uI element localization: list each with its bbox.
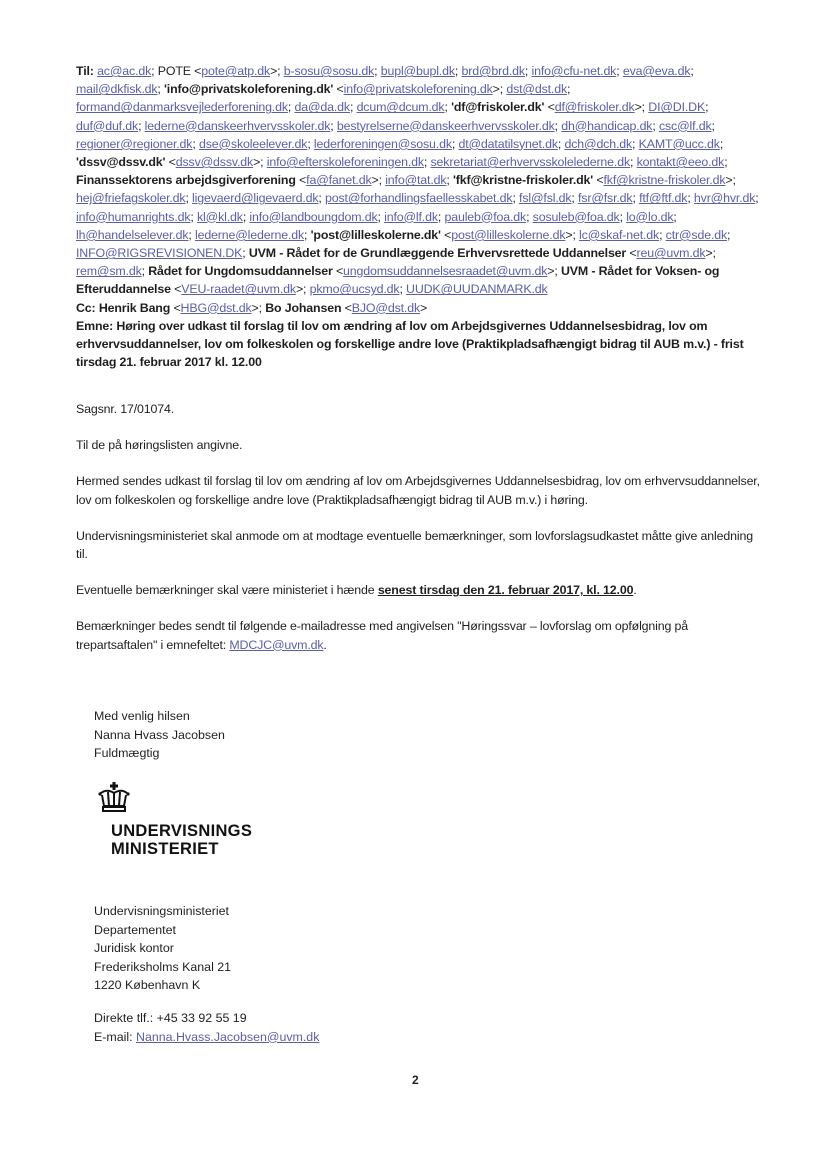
email-link[interactable]: lc@skaf-net.dk [579, 227, 660, 242]
separator-text: < [170, 282, 182, 297]
address-line: Undervisningsministeriet [94, 904, 229, 918]
email-link[interactable]: info@humanrights.dk [76, 209, 191, 224]
email-link[interactable]: fsl@fsl.dk [519, 191, 572, 206]
email-link[interactable]: info@privatskoleforening.dk [343, 82, 493, 97]
separator-text: ; [632, 191, 640, 206]
email-link[interactable]: duf@duf.dk [76, 118, 139, 133]
separator-text: < [544, 100, 555, 115]
email-header [76, 62, 766, 371]
separator-text: ; [630, 155, 637, 170]
email-link[interactable]: HBG@dst.dk [180, 300, 252, 315]
email-link[interactable]: df@friskoler.dk [554, 100, 635, 115]
email-link[interactable]: pkmo@ucsyd.dk [309, 282, 400, 297]
separator-text: ; [141, 264, 149, 279]
cc-line [76, 299, 766, 317]
email-link[interactable]: post@forhandlingsfaellesskabet.dk [325, 191, 513, 206]
recipient-name: 'dssv@dssv.dk' [76, 155, 166, 170]
greeting: Til de på høringslisten angivne. [76, 438, 243, 453]
email-link[interactable]: dssv@dssv.dk [175, 155, 254, 170]
email-link[interactable]: rem@sm.dk [76, 264, 142, 279]
separator-text: ; [307, 136, 314, 151]
separator-text: >; [492, 82, 507, 97]
email-link[interactable]: bupl@bupl.dk [380, 64, 455, 78]
address-line: 1220 København K [94, 978, 201, 993]
paragraph-3 [76, 581, 766, 599]
separator-text: ; [185, 191, 193, 206]
paragraph-4-end: . [323, 637, 327, 652]
email-link[interactable]: regioner@regioner.dk [76, 136, 193, 151]
separator-text: < [593, 173, 604, 188]
paragraph-2: Undervisningsministeriet skal anmode om at modtage eventuelle bemærkninger, som lovforslagsudkastet måtte give anledning til. [76, 528, 753, 562]
email-link[interactable]: INFO@RIGSREVISIONEN.DK [76, 246, 243, 261]
email-link[interactable]: info@efterskoleforeningen.dk [266, 155, 424, 170]
email-link[interactable]: pauleb@foa.dk [444, 209, 527, 224]
phone-line [94, 1009, 319, 1028]
separator-text: >; [371, 173, 386, 188]
separator-text: ; POTE < [151, 64, 202, 78]
separator-text: ; [423, 155, 431, 170]
separator-text: < [341, 300, 352, 315]
email-link[interactable]: sosuleb@foa.dk [532, 209, 620, 224]
signature-block [94, 707, 225, 763]
separator-text: ; [188, 227, 195, 242]
email-link[interactable]: info@tat.dk [385, 173, 447, 188]
separator-text: ; [157, 82, 164, 97]
separator-text: ; [192, 136, 199, 151]
recipient-name: 'df@friskoler.dk' [451, 100, 545, 115]
case-number: Sagsnr. 17/01074. [76, 402, 175, 416]
separator-text: ; [690, 64, 694, 78]
email-link[interactable]: reu@uvm.dk [636, 246, 706, 261]
email-link[interactable]: eva@eva.dk [622, 64, 691, 78]
separator-text: < [170, 300, 181, 315]
separator-text: >; [251, 300, 266, 315]
separator-text: ; [287, 100, 295, 115]
email-link[interactable]: dch@dch.dk [564, 136, 633, 151]
recipient-name: Finanssektorens arbejdsgiverforening [76, 173, 296, 188]
separator-text: ; [571, 191, 579, 206]
logo-line-2: MINISTERIET [111, 840, 219, 858]
email-link[interactable]: DI@DI.DK [648, 100, 706, 115]
recipient-name: UVM - Rådet for de Grundlæggende Erhvervsrettede Uddannelser [248, 246, 627, 261]
email-link[interactable]: lederne@lederne.dk [194, 227, 305, 242]
separator-text: ; [304, 227, 311, 242]
recipient-name: 'info@privatskoleforening.dk' [164, 82, 334, 97]
separator-text: ; [554, 118, 562, 133]
email-link[interactable]: lh@handelselever.dk [76, 227, 189, 242]
separator-text: ; [619, 209, 627, 224]
to-label: Til: [76, 64, 94, 78]
email-link[interactable]: kontakt@eeo.dk [636, 155, 725, 170]
separator-text: ; [446, 173, 453, 188]
separator-text: ; [557, 136, 565, 151]
closing: Med venlig hilsen [94, 709, 190, 723]
separator-text: ; [190, 209, 198, 224]
email-link[interactable]: fa@fanet.dk [306, 173, 372, 188]
separator-text: < [440, 227, 452, 242]
separator-text: >; [270, 64, 284, 78]
email-link[interactable]: brd@brd.dk [461, 64, 525, 78]
separator-text: ; [711, 118, 715, 133]
address-block [94, 902, 231, 995]
separator-text: ; [727, 227, 731, 242]
address-line: Departementet [94, 922, 176, 937]
paragraph-3-text: Eventuelle bemærkninger skal være ministeriet i hænde [76, 583, 378, 598]
email-link[interactable]: ctr@sde.dk [665, 227, 728, 242]
email-link[interactable]: dcum@dcum.dk [356, 100, 445, 115]
phone-label: Direkte tlf.: [94, 1011, 154, 1025]
separator-text: ; [437, 209, 445, 224]
separator-text: ; [526, 209, 533, 224]
letter-body [76, 400, 766, 654]
email-link[interactable]: ac@ac.dk [97, 64, 152, 78]
separator-text: ; [349, 100, 357, 115]
email-link[interactable]: lederne@danskeerhvervsskoler.dk [144, 118, 331, 133]
paragraph-4-text: Bemærkninger bedes sendt til følgende e-mailadresse med angivelsen "Høringssvar – lovforslag om opfølgning på trepartsaftalen" i emnefeltet: [76, 619, 689, 652]
email-link[interactable]: post@lilleskolerne.dk [451, 227, 566, 242]
response-email-link[interactable]: MDCJC@uvm.dk [229, 637, 324, 652]
separator-text: ; [632, 136, 639, 151]
separator-text: < [332, 264, 344, 279]
separator-text: >; [705, 246, 716, 261]
subject-line [76, 317, 766, 372]
recipient-name: Henrik Bang [98, 300, 171, 315]
email-link[interactable]: ftf@ftf.dk [639, 191, 688, 206]
email-link[interactable]: lederforeningen@sosu.dk [313, 136, 452, 151]
separator-text: ; [687, 191, 694, 206]
recipient-name: Rådet for Ungdomsuddannelser [148, 264, 333, 279]
email-link[interactable]: UUDK@UUDANMARK.dk [406, 282, 548, 297]
email-link[interactable]: VEU-raadet@uvm.dk [181, 282, 296, 297]
email-link[interactable]: hej@friefagskoler.dk [76, 191, 186, 206]
to-line [76, 62, 766, 299]
signer-title: Fuldmægtig [94, 746, 160, 761]
deadline-text: senest tirsdag den 21. februar 2017, kl. 12.00 [377, 583, 634, 598]
phone-number: +45 33 92 55 19 [156, 1011, 247, 1025]
email-link[interactable]: KAMT@ucc.dk [638, 136, 720, 151]
cc-label: Cc: [76, 300, 96, 315]
recipient-list [76, 64, 759, 296]
separator-text: ; [444, 100, 452, 115]
separator-text: ; [512, 191, 520, 206]
separator-text: ; [451, 136, 459, 151]
separator-text: >; [634, 100, 649, 115]
separator-text: ; [454, 64, 462, 78]
email-link[interactable]: dt@datatilsynet.dk [458, 136, 558, 151]
paragraph-3-end: . [633, 583, 637, 598]
email-line [94, 1028, 319, 1047]
separator-text: ; [616, 64, 623, 78]
separator-text: ; [374, 64, 381, 78]
separator-text: ; [399, 282, 407, 297]
separator-text: ; [673, 209, 677, 224]
separator-text: ; [724, 155, 728, 170]
separator-text: ; [524, 64, 532, 78]
email-link[interactable]: fsr@fsr.dk [578, 191, 633, 206]
recipient-name: 'post@lilleskolerne.dk' [310, 227, 441, 242]
email-link[interactable]: csc@lf.dk [658, 118, 712, 133]
recipient-name: 'fkf@kristne-friskoler.dk' [453, 173, 594, 188]
separator-text: ; [242, 246, 249, 261]
email-link[interactable]: formand@danmarksvejlederforening.dk [76, 100, 288, 115]
email-link[interactable]: info@cfu-net.dk [531, 64, 617, 78]
ministry-logo-text [111, 822, 252, 858]
email-link[interactable]: BJO@dst.dk [351, 300, 420, 315]
separator-text: >; [295, 282, 310, 297]
email-link[interactable]: da@da.dk [294, 100, 350, 115]
crown-icon [94, 780, 134, 820]
separator-text: ; [705, 100, 709, 115]
separator-text: > [420, 300, 428, 315]
separator-text: ; [659, 227, 666, 242]
email-link[interactable]: pote@atp.dk [201, 64, 271, 78]
email-link[interactable]: sekretariat@erhvervsskolelederne.dk [430, 155, 630, 170]
separator-text: ; [138, 118, 145, 133]
signer-name: Nanna Hvass Jacobsen [94, 727, 225, 742]
page-number: 2 [412, 1073, 419, 1087]
email-link[interactable]: bestyrelserne@danskeerhvervsskoler.dk [336, 118, 555, 133]
email-link[interactable]: kl@kl.dk [197, 209, 243, 224]
email-link[interactable]: ungdomsuddannelsesraadet@uvm.dk [343, 264, 548, 279]
email-link[interactable]: dse@skoleelever.dk [198, 136, 308, 151]
separator-text: ; [377, 209, 385, 224]
paragraph-1: Hermed sendes udkast til forslag til lov om ændring af lov om Arbejdsgivernes Uddannelsesbidrag, lov om erhvervsuddannelser, lov om folkeskolen og forskellige andre love (Praktikpladsafhængigt bidrag til AUB m.v.) i høring. [76, 474, 760, 507]
email-link[interactable]: dst@dst.dk [506, 82, 567, 97]
separator-text: ; [242, 209, 250, 224]
email-link[interactable]: mail@dkfisk.dk [76, 82, 158, 97]
separator-text: >; [565, 227, 580, 242]
address-line: Frederiksholms Kanal 21 [94, 959, 232, 974]
separator-text: < [295, 173, 307, 188]
subject-text: Høring over udkast til forslag til lov om ændring af lov om Arbejdsgivernes Uddannelsesbidrag, lov om erhvervsuddannelser, lov om folkeskolen og forskellige andre love (Praktikpladsafhængigt bidrag til AUB m.v.) - frist tirsdag 21. februar 2017 kl. 12.00 [76, 318, 744, 370]
cc-list [99, 301, 427, 315]
recipient-name: Bo Johansen [265, 300, 342, 315]
separator-text: < [333, 82, 344, 97]
contact-email-link[interactable]: Nanna.Hvass.Jacobsen@uvm.dk [136, 1029, 320, 1044]
separator-text: >; [725, 173, 736, 188]
email-link[interactable]: ligevaerd@ligevaerd.dk [192, 191, 319, 206]
email-label: E-mail: [94, 1029, 133, 1044]
separator-text: >; [547, 264, 561, 279]
separator-text: ; [318, 191, 326, 206]
separator-text: ; [330, 118, 337, 133]
separator-text: >; [253, 155, 267, 170]
separator-text: < [165, 155, 176, 170]
email-link[interactable]: fkf@kristne-friskoler.dk [603, 173, 726, 188]
separator-text: ; [652, 118, 659, 133]
subject-label: Emne: [76, 318, 114, 333]
email-link[interactable]: dh@handicap.dk [561, 118, 653, 133]
address-line: Juridisk kontor [94, 941, 174, 956]
email-link[interactable]: b-sosu@sosu.dk [283, 64, 375, 78]
contact-block [94, 1009, 319, 1046]
paragraph-4 [76, 617, 766, 653]
email-link[interactable]: lo@lo.dk [626, 209, 674, 224]
separator-text: ; [755, 191, 759, 206]
email-link[interactable]: info@landboungdom.dk [249, 209, 378, 224]
separator-text: ; [567, 82, 571, 97]
recipient-name: UVM - Rådet for Voksen- og Efteruddannelse [76, 264, 720, 297]
email-link[interactable]: info@lf.dk [384, 209, 438, 224]
separator-text: ; [719, 136, 724, 151]
logo-line-1: UNDERVISNINGS [111, 822, 253, 840]
email-link[interactable]: hvr@hvr.dk [693, 191, 756, 206]
separator-text: < [626, 246, 637, 261]
